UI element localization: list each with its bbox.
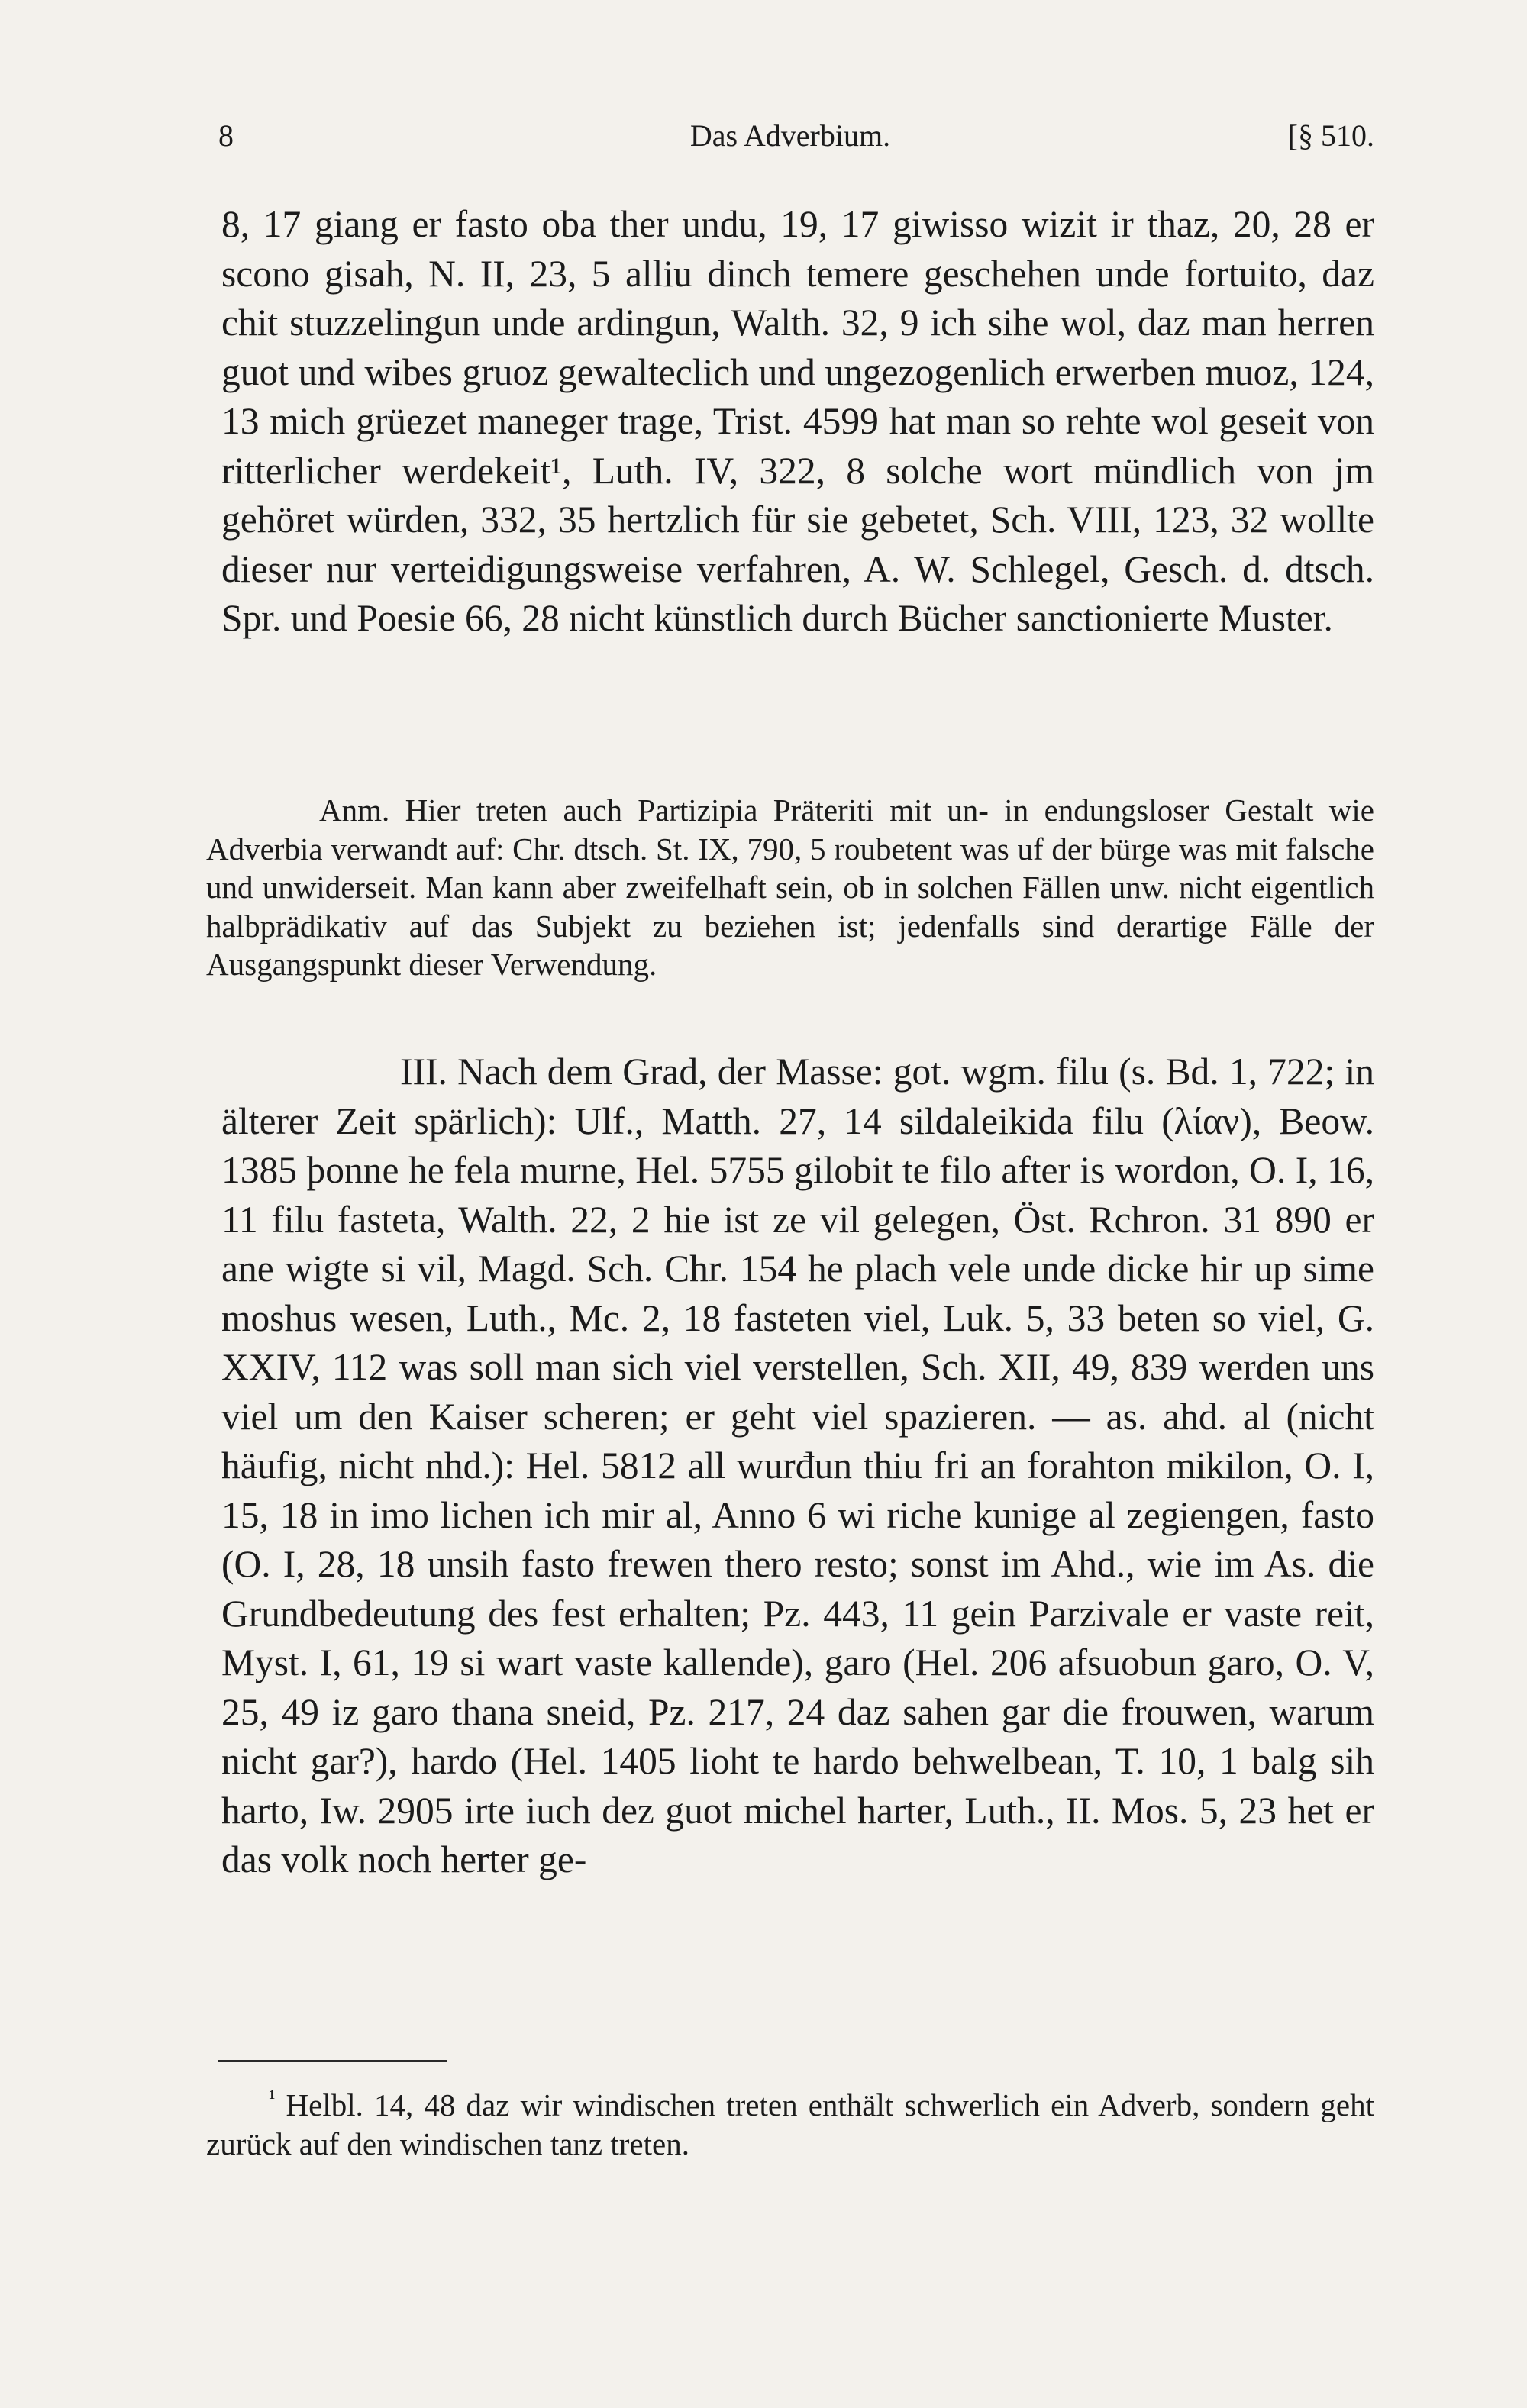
page-number: 8 <box>218 118 234 153</box>
book-page <box>206 0 1374 2408</box>
footnote-divider <box>218 2060 447 2062</box>
section-iii-paragraph: III. Nach dem Grad, der Masse: got. wgm. filu (s. Bd. 1, 722; in älterer Zeit spärlich): Ulf., Matth. 27, 14 sildaleikida filu (λίαν), Beow. 1385 þonne he fela murne, Hel. 5755 gilobit te filo after is wordon, O. I, 16, 11 filu fasteta, Walth. 22, 2 hie ist ze vil gelegen, Öst. Rchron. 31 890 er ane wigte si vil, Magd. Sch. Chr. 154 he plach vele unde dicke hir up sime moshus wesen, Luth., Mc. 2, 18 fasteten viel, Luk. 5, 33 beten so viel, G. XXIV, 112 was soll man sich viel verstellen, Sch. XII, 49, 839 werden uns viel um den Kaiser scheren; er geht viel spazieren. — as. ahd. al (nicht häufig, nicht nhd.): Hel. 5812 all wurđun thiu fri an forahton mikilon, O. I, 15, 18 in imo lichen ich mir al, Anno 6 wi riche kunige al zegiengen, fasto (O. I, 28, 18 unsih fasto frewen thero resto; sonst im Ahd., wie im As. die Grundbedeutung des fest erhalten; Pz. 443, 11 gein Parzivale er vaste reit, Myst. I, 61, 19 si wart vaste kallende), garo (Hel. 206 afsuobun garo, O. V, 25, 49 iz garo thana sneid, Pz. 217, 24 daz sahen gar die frouwen, warum nicht gar?), hardo (Hel. 1405 lioht te hardo behwelbean, T. 10, 1 balg sih harto, Iw. 2905 irte iuch dez guot michel harter, Luth., II. Mos. 5, 23 het er das volk noch herter ge- <box>221 1051 1374 1880</box>
section-number: [§ 510. <box>1287 118 1374 153</box>
footnote <box>206 2086 1374 2163</box>
footnote-text: Helbl. 14, 48 daz wir windischen treten enthält schwerlich ein Adverb, sondern geht zurück auf den windischen tanz treten. <box>206 2087 1374 2161</box>
continuation-paragraph: 8, 17 giang er fasto oba ther undu, 19, 17 giwisso wizit ir thaz, 20, 28 er scono gisah, N. II, 23, 5 alliu dinch temere geschehen unde fortuito, daz chit stuzzelingun unde ardingun, Walth. 32, 9 ich sihe wol, daz man herren guot und wibes gruoz gewalteclich und ungezogenlich erwerben muoz, 124, 13 mich grüezet maneger trage, Trist. 4599 hat man so rehte wol geseit von ritterlicher werdekeit¹, Luth. IV, 322, 8 solche wort mündlich von jm gehöret würden, 332, 35 hertzlich für sie gebetet, Sch. VIII, 123, 32 wollte dieser nur verteidigungsweise verfahren, A. W. Schlegel, Gesch. d. dtsch. Spr. und Poesie 66, 28 nicht künstlich durch Bücher sanctionierte Muster. <box>221 203 1374 639</box>
running-head <box>206 113 1374 159</box>
running-title: Das Adverbium. <box>689 118 891 153</box>
footnote-marker: ¹ <box>269 2086 276 2110</box>
anmerkung-paragraph: Anm. Hier treten auch Partizipia Präteriti mit un- in endungsloser Gestalt wie Adverbia verwandt auf: Chr. dtsch. St. IX, 790, 5 roubetent was uf der bürge was mit falsche und unwiderseit. Man kann aber zweifelhaft sein, ob in solchen Fällen unw. nicht eigentlich halbprädikativ auf das Subjekt zu beziehen ist; jedenfalls sind derartige Fälle der Ausgangspunkt dieser Verwendung. <box>206 792 1374 982</box>
